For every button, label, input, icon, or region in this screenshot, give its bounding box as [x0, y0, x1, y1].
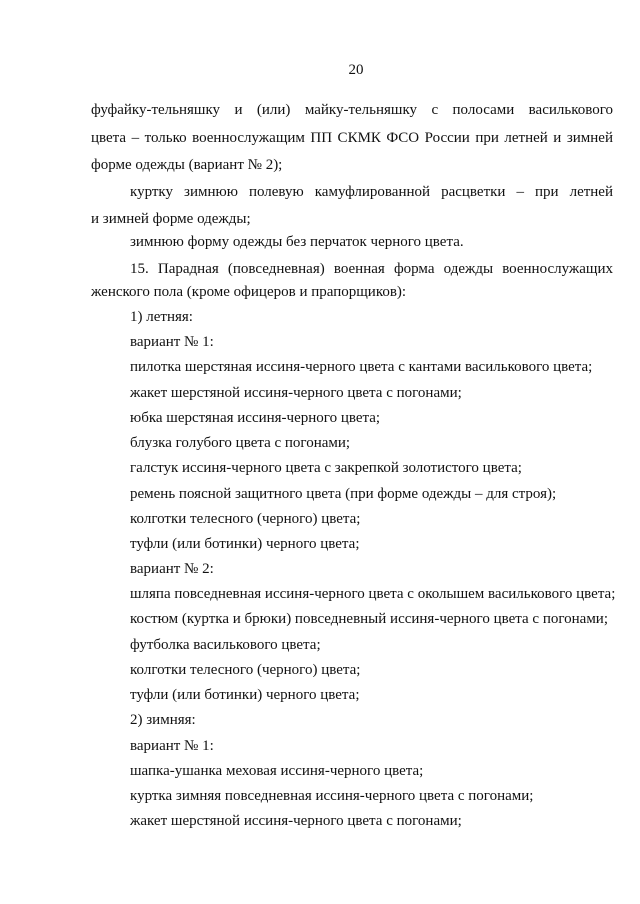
- text-line: туфли (или ботинки) черного цвета;: [130, 536, 360, 552]
- text-line: жакет шерстяной иссиня-черного цвета с погонами;: [130, 385, 462, 401]
- text-line: вариант № 1:: [130, 334, 214, 350]
- text-line: форме одежды (вариант № 2);: [91, 157, 283, 173]
- text-line: 15. Парадная (повседневная) военная форма одежды военнослужащих: [130, 261, 613, 277]
- text-line: блузка голубого цвета с погонами;: [130, 435, 351, 451]
- page-number: 20: [348, 62, 364, 78]
- text-line: вариант № 2:: [130, 561, 214, 577]
- text-line: колготки телесного (черного) цвета;: [130, 662, 361, 678]
- text-line: куртка зимняя повседневная иссиня-черного цвета с погонами;: [130, 788, 534, 804]
- text-line: фуфайку-тельняшку и (или) майку-тельняшку с полосами василькового: [91, 102, 613, 118]
- text-line: колготки телесного (черного) цвета;: [130, 511, 361, 527]
- text-line: юбка шерстяная иссиня-черного цвета;: [130, 410, 381, 426]
- text-line: шапка-ушанка меховая иссиня-черного цвета;: [130, 763, 424, 779]
- text-line: вариант № 1:: [130, 738, 214, 754]
- text-line: футболка василькового цвета;: [130, 637, 321, 653]
- text-line: зимнюю форму одежды без перчаток черного цвета.: [130, 234, 464, 250]
- text-line: и зимней форме одежды;: [91, 211, 251, 227]
- text-line: жакет шерстяной иссиня-черного цвета с погонами;: [130, 813, 462, 829]
- text-line: шляпа повседневная иссиня-черного цвета с околышем василькового цвета;: [130, 586, 616, 602]
- text-line: ремень поясной защитного цвета (при форме одежды – для строя);: [130, 486, 557, 502]
- text-line: 2) зимняя:: [130, 712, 196, 728]
- text-line: куртку зимнюю полевую камуфлированной расцветки – при летней: [130, 184, 613, 200]
- text-line: туфли (или ботинки) черного цвета;: [130, 687, 360, 703]
- text-line: 1) летняя:: [130, 309, 193, 325]
- text-line: костюм (куртка и брюки) повседневный иссиня-черного цвета с погонами;: [130, 611, 609, 627]
- text-line: цвета – только военнослужащим ПП СКМК ФСО России при летней и зимней: [91, 130, 613, 146]
- text-line: женского пола (кроме офицеров и прапорщиков):: [91, 284, 407, 300]
- text-line: пилотка шерстяная иссиня-черного цвета с кантами василькового цвета;: [130, 359, 593, 375]
- text-line: галстук иссиня-черного цвета с закрепкой золотистого цвета;: [130, 460, 522, 476]
